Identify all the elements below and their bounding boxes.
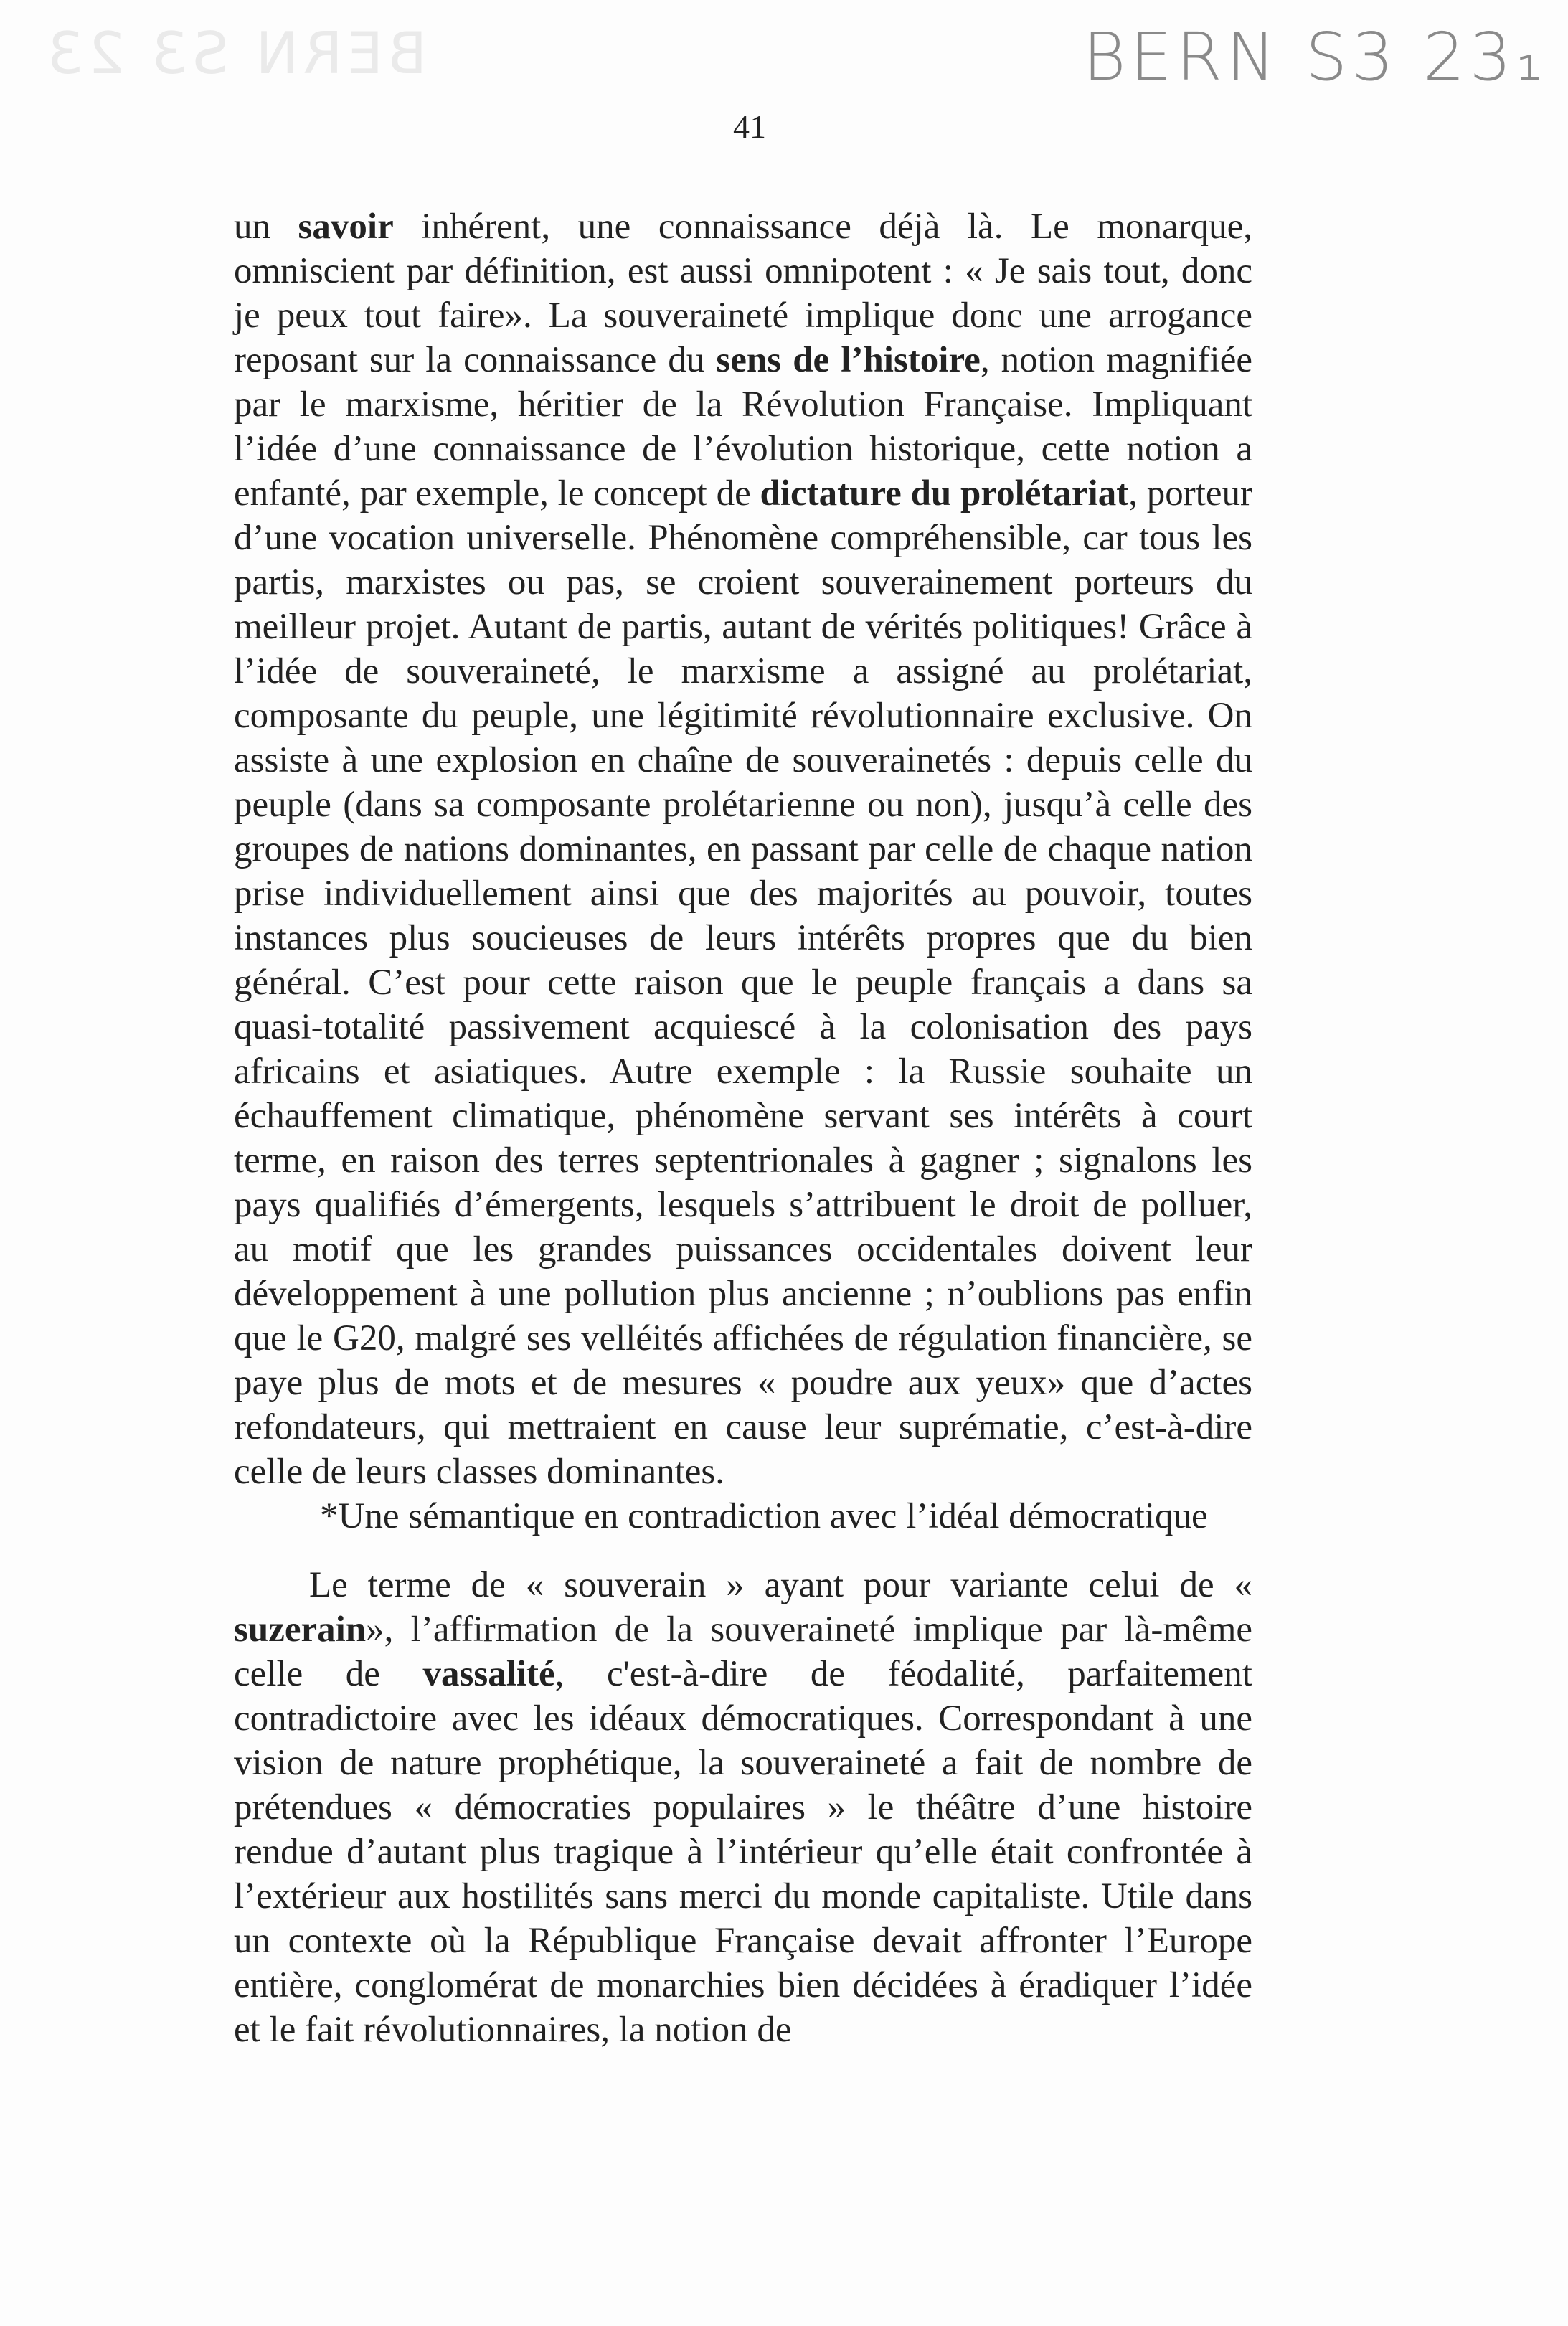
paragraph-1-seg-1: un: [234, 207, 298, 247]
archive-annotation: BERN S3 23₁: [1082, 19, 1546, 95]
term-vassalite: vassalité: [422, 1654, 555, 1694]
paragraph-2-seg-1: Le terme de « souverain » ayant pour variante celui de «: [309, 1565, 1252, 1605]
term-savoir: savoir: [298, 207, 394, 247]
paragraph-1-seg-2: inhérent, une connaissance déjà là. Le monarque, omniscient par définition, est aussi omnipotent : « Je sais tout, donc je peux tout faire». La souveraineté implique donc une arrogance reposant sur la connaissance du: [234, 207, 1252, 380]
paragraph-1-seg-3: , notion magnifiée par le marxisme, héritier de la Révolution Française. Impliquant l’idée d’une connaissance de l’évolution historique, cette notion a enfanté, par exemple, le concept de: [234, 340, 1252, 514]
paragraph-1: [234, 204, 1252, 1494]
term-suzerain: suzerain: [234, 1609, 367, 1650]
term-dictature-du-proletariat: dictature du prolétariat: [760, 473, 1129, 514]
section-heading: *Une sémantique en contradiction avec l’idéal démocratique: [320, 1496, 1208, 1536]
paragraph-2: [234, 1563, 1252, 2052]
term-sens-de-l-histoire: sens de l’histoire: [716, 340, 981, 380]
page-number: 41: [733, 108, 766, 145]
paragraph-2-seg-2: », l’affirmation de la souveraineté implique par là-même celle de: [234, 1609, 1252, 1694]
body-text: [234, 204, 1252, 2052]
paragraph-1-seg-4: , porteur d’une vocation universelle. Phénomène compréhensible, car tous les partis, marxistes ou pas, se croient souverainement porteurs du meilleur projet. Autant de partis, autant de vérités politiques! Grâce à l’idée de souveraineté, le marxisme a assigné au prolétariat, composante du peuple, une légitimité révolutionnaire exclusive. On assiste à une explosion en chaîne de souverainetés : depuis celle du peuple (dans sa composante prolétarienne ou non), jusqu’à celle des groupes de nations dominantes, en passant par celle de chaque nation prise individuellement ainsi que des majorités au pouvoir, toutes instances plus soucieuses de leurs intérêts propres que du bien général. C’est pour cette raison que le peuple français a dans sa quasi-totalité passivement acquiescé à la colonisation des pays africains et asiatiques. Autre exemple : la Russie souhaite un échauffement climatique, phénomène servant ses intérêts à court terme, en raison des terres septentrionales à gagner ; signalons les pays qualifiés d’émergents, lesquels s’attribuent le droit de polluer, au motif que les grandes puissances occidentales doivent leur développement à une pollution plus ancienne ; n’oublions pas enfin que le G20, malgré ses velléités affichées de régulation financière, se paye plus de mots et de mesures « poudre aux yeux» que d’actes refondateurs, qui mettraient en cause leur suprématie, c’est-à-dire celle de leurs classes dominantes.: [234, 473, 1252, 1492]
paragraph-2-seg-3: , c'est-à-dire de féodalité, parfaitement contradictoire avec les idéaux démocratiques. Correspondant à une vision de nature prophétique, la souveraineté a fait de nombre de prétendues « démocraties populaires » le théâtre d’une histoire rendue d’autant plus tragique à l’intérieur qu’elle était confrontée à l’extérieur aux hostilités sans merci du monde capitaliste. Utile dans un contexte où la République Française devait affronter l’Europe entière, conglomérat de monarchies bien décidées à éradiquer l’idée et le fait révolutionnaires, la notion de: [234, 1654, 1252, 2050]
ghost-annotation: BERN S3 23: [43, 20, 428, 87]
